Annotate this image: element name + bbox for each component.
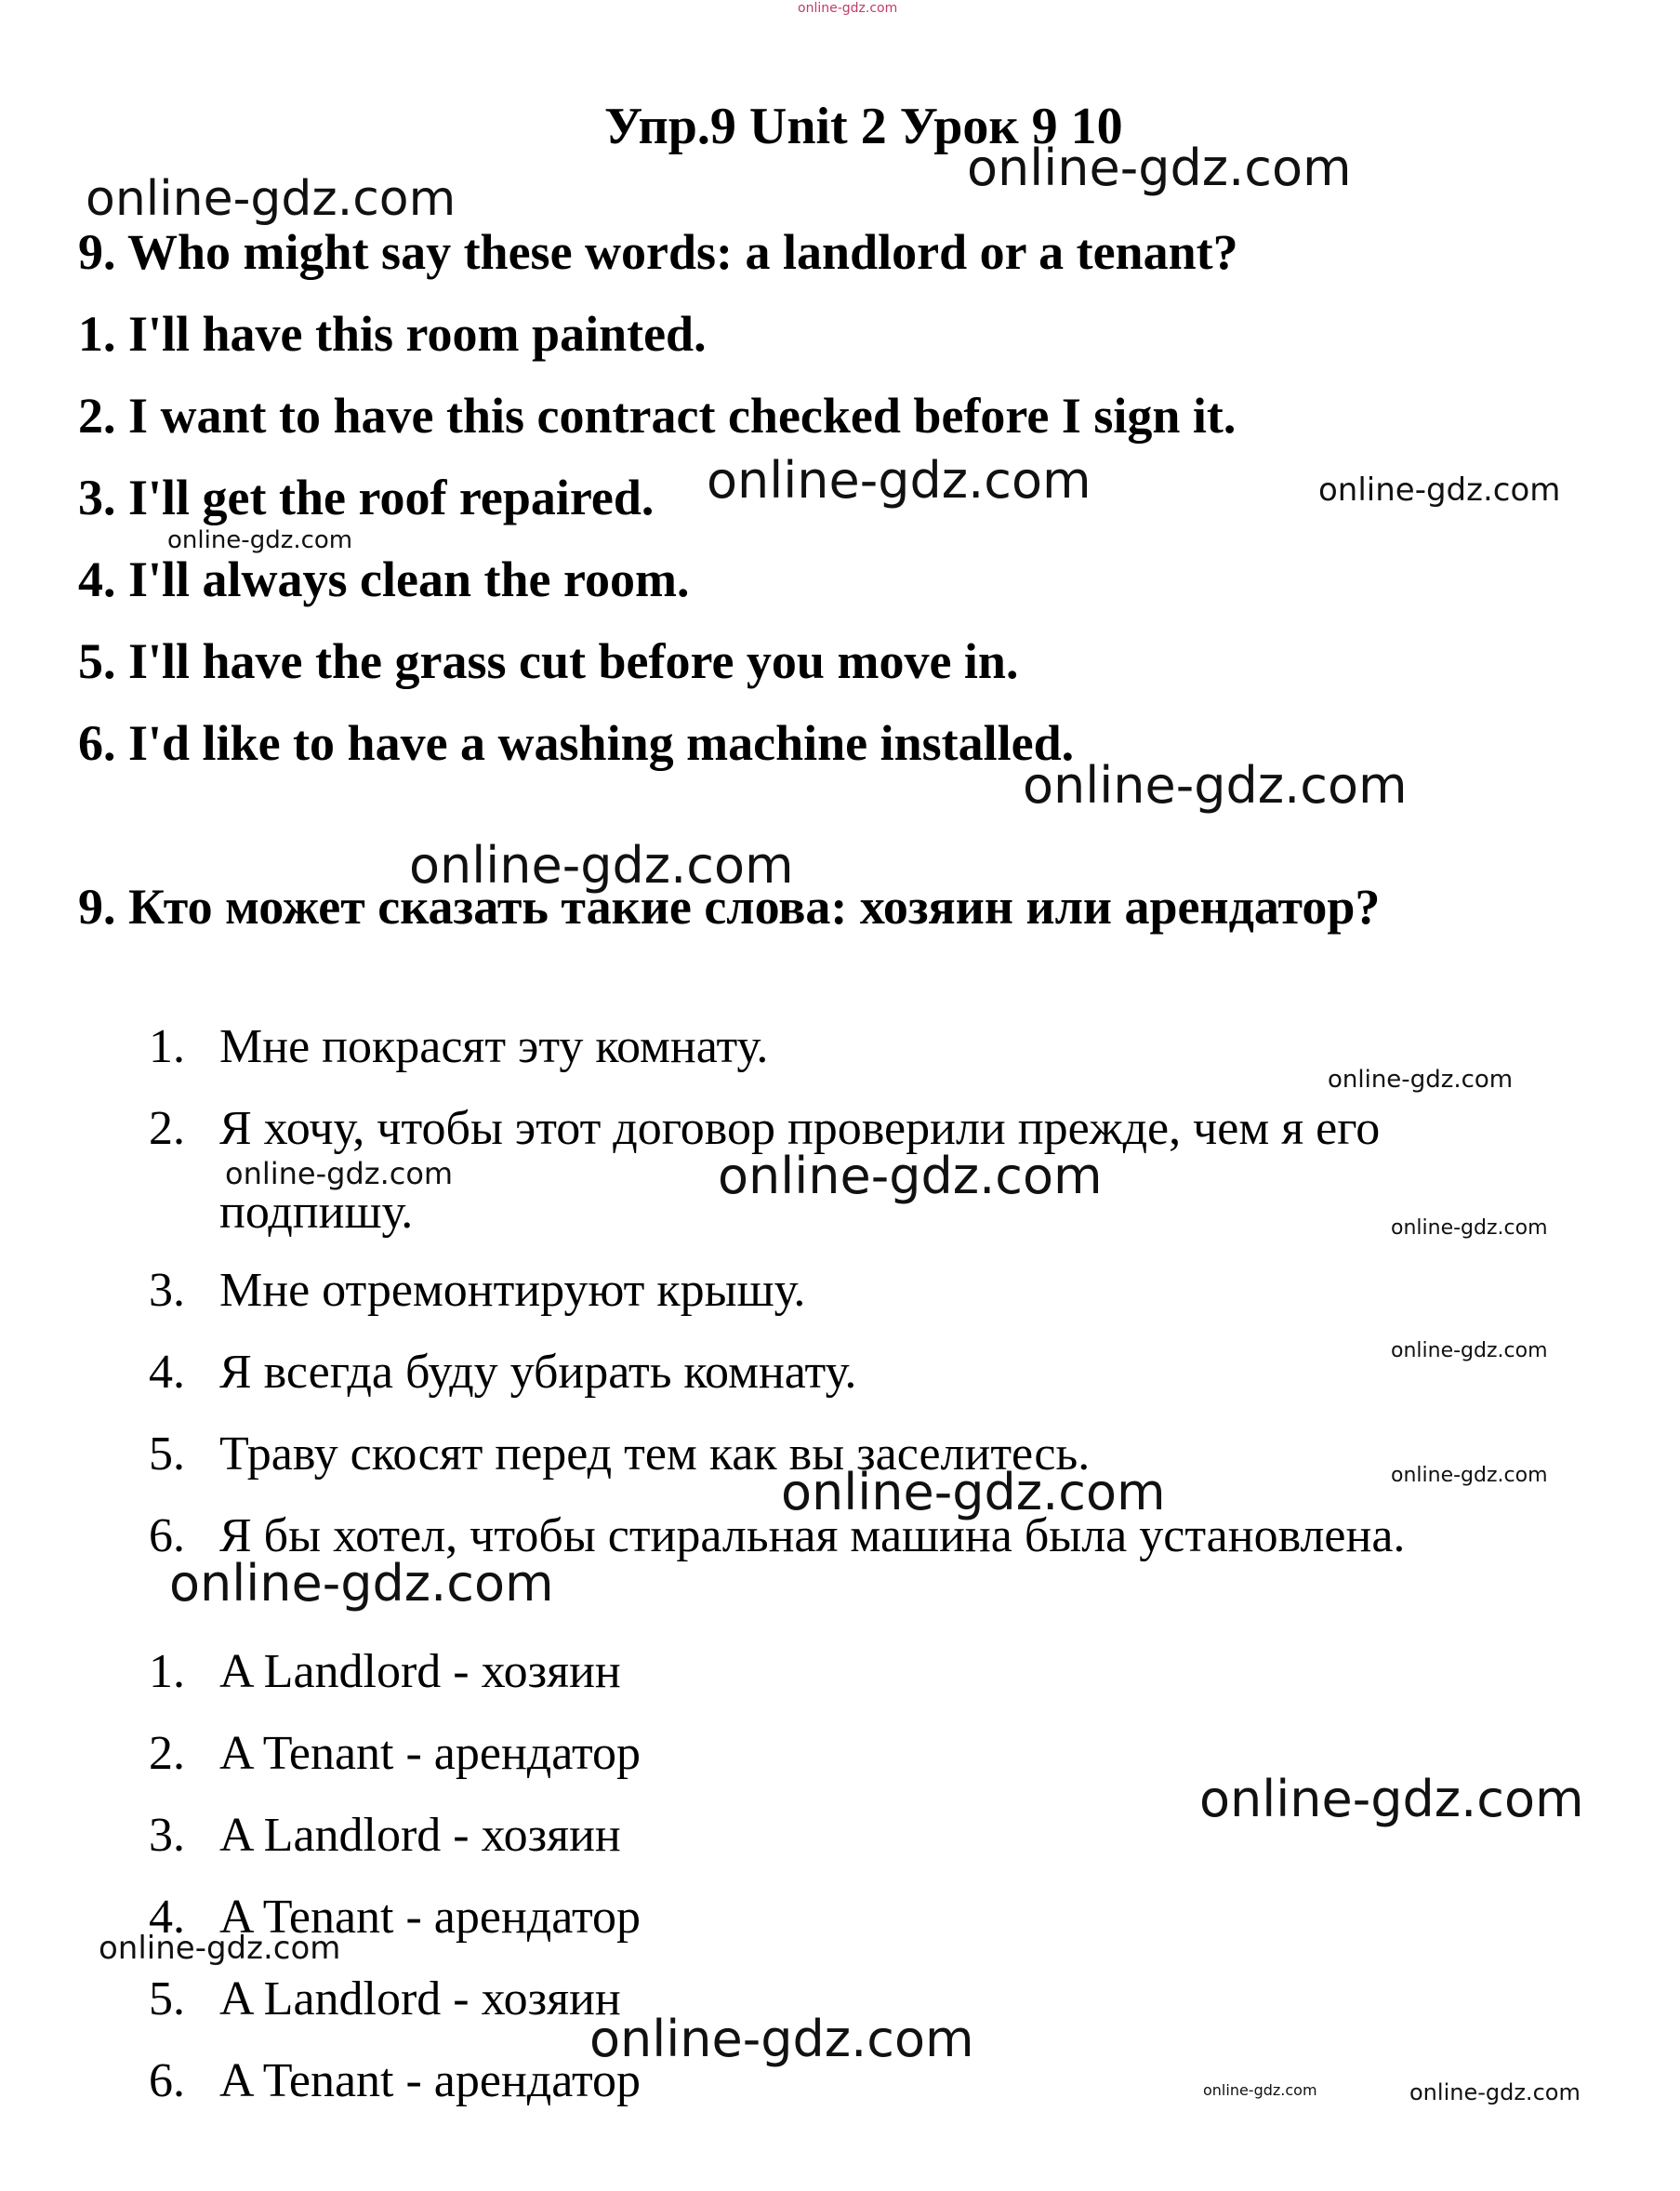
english-heading: 9. Who might say these words: a landlord or a tenant? [78, 224, 1238, 280]
watermark: online-gdz.com [409, 836, 794, 895]
russian-item-1-number: 1. [149, 1020, 185, 1073]
watermark: online-gdz.com [1391, 1339, 1548, 1362]
watermark: online-gdz.com [1328, 1066, 1514, 1094]
page-title: Упр.9 Unit 2 Урок 9 10 [604, 98, 1123, 155]
watermark: online-gdz.com [707, 451, 1091, 510]
watermark: online-gdz.com [967, 139, 1352, 197]
watermark: online-gdz.com [99, 1930, 341, 1967]
watermark: online-gdz.com [1391, 1464, 1548, 1487]
watermark: online-gdz.com [1203, 2081, 1317, 2099]
answer-2-text: A Tenant - арендатор [219, 1727, 642, 1780]
russian-heading: 9. Кто может сказать такие слова: хозяин или арендатор? [78, 879, 1381, 935]
answer-3-text: A Landlord - хозяин [219, 1809, 621, 1862]
watermark: online-gdz.com [167, 526, 353, 554]
answer-4-text: A Tenant - арендатор [219, 1891, 642, 1944]
russian-item-4-text: Я всегда буду убирать комнату. [219, 1346, 857, 1399]
watermark: online-gdz.com [1391, 1216, 1548, 1240]
watermark: online-gdz.com [718, 1147, 1103, 1205]
russian-item-3-text: Мне отремонтируют крышу. [219, 1264, 806, 1317]
watermark: online-gdz.com [1199, 1770, 1584, 1828]
russian-item-5-number: 5. [149, 1427, 185, 1481]
answer-1-text: A Landlord - хозяин [219, 1645, 621, 1698]
answer-6-text: A Tenant - арендатор [219, 2054, 642, 2107]
russian-item-3-number: 3. [149, 1264, 185, 1317]
english-item-3: 3. I'll get the roof repaired. [78, 470, 655, 525]
watermark: online-gdz.com [589, 2010, 974, 2068]
answer-3-number: 3. [149, 1809, 185, 1862]
watermark: online-gdz.com [781, 1463, 1166, 1521]
answer-5-text: A Landlord - хозяин [219, 1972, 621, 2025]
watermark: online-gdz.com [86, 171, 456, 227]
russian-item-4-number: 4. [149, 1346, 185, 1399]
watermark: online-gdz.com [225, 1156, 454, 1191]
russian-item-6-number: 6. [149, 1509, 185, 1562]
top-watermark: online-gdz.com [798, 1, 898, 16]
russian-item-5-text: Траву скосят перед тем как вы заселитесь. [219, 1427, 1091, 1481]
answer-4-number: 4. [149, 1891, 185, 1944]
english-item-1: 1. I'll have this room painted. [78, 306, 707, 362]
russian-item-6-text: Я бы хотел, чтобы стиральная машина была установлена. [219, 1509, 1406, 1562]
watermark: online-gdz.com [1023, 756, 1408, 815]
watermark: online-gdz.com [1409, 2079, 1581, 2105]
russian-item-2-number: 2. [149, 1102, 185, 1155]
answer-1-number: 1. [149, 1645, 185, 1698]
watermark: online-gdz.com [169, 1554, 554, 1613]
english-item-2: 2. I want to have this contract checked before I sign it. [78, 388, 1237, 444]
answer-5-number: 5. [149, 1972, 185, 2025]
english-item-5: 5. I'll have the grass cut before you move in. [78, 633, 1019, 689]
russian-item-2-text: Я хочу, чтобы этот договор проверили прежде, чем я его [219, 1102, 1381, 1155]
english-item-4: 4. I'll always clean the room. [78, 551, 690, 607]
russian-item-2-continuation: подпишу. [219, 1186, 414, 1239]
answer-6-number: 6. [149, 2054, 185, 2107]
russian-item-1-text: Мне покрасят эту комнату. [219, 1020, 769, 1073]
answer-2-number: 2. [149, 1727, 185, 1780]
english-item-6: 6. I'd like to have a washing machine installed. [78, 715, 1075, 771]
watermark: online-gdz.com [1318, 471, 1561, 509]
